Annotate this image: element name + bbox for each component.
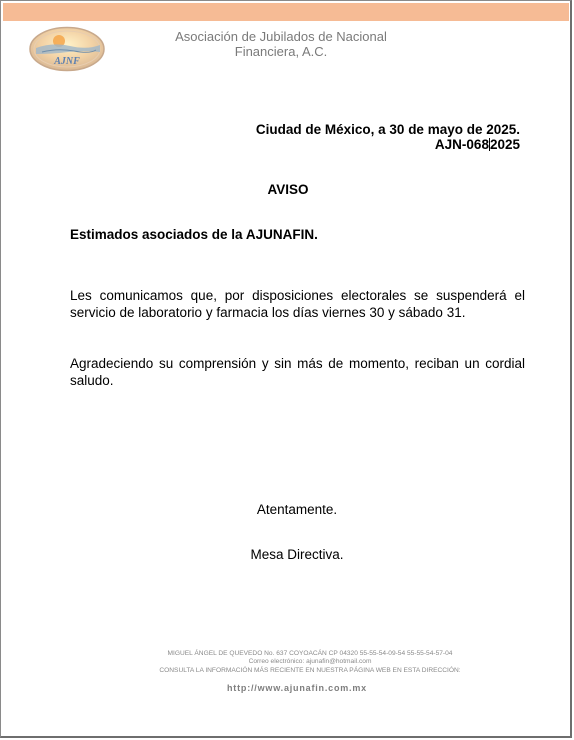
logo-lettering: AJNF	[54, 56, 80, 67]
closing: Atentamente.	[256, 502, 338, 517]
footer-url[interactable]: http://www.ajunafin.com.mx	[227, 683, 367, 693]
signature: Mesa Directiva.	[250, 547, 344, 562]
footer-email: Correo electrónico: ajunafin@hotmail.com	[248, 658, 372, 665]
footer-web-notice: CONSULTA LA INFORMACIÓN MÁS RECIENTE EN NUESTRA PÁGINA WEB EN ESTA DIRECCIÓN:	[159, 667, 461, 674]
body-paragraph-2: Agradeciendo su comprensión y sin más de momento, reciban un cordial saludo.	[70, 356, 525, 388]
org-name-line1: Asociación de Jubilados de Nacional	[175, 29, 387, 44]
org-name-line2: Financiera, A.C.	[234, 44, 328, 59]
greeting: Estimados asociados de la AJUNAFIN.	[70, 227, 318, 242]
footer-address: MIGUEL ÁNGEL DE QUEVEDO No. 637 COYOACÁN CP 04320 55-55-54-09-54 55-55-54-57-04	[167, 650, 453, 657]
notice-title: AVISO	[267, 182, 309, 197]
reference-prefix: AJN-068	[434, 137, 489, 152]
organization-name	[151, 29, 411, 59]
header-color-band	[3, 3, 569, 21]
letter-reference	[435, 137, 520, 153]
body-paragraph-1: Les comunicamos que, por disposiciones electorales se suspenderá el servicio de laboratorio y farmacia los días viernes 30 y sábado 31.	[70, 288, 525, 320]
reference-year: 2025	[489, 137, 520, 152]
letter-date: Ciudad de México, a 30 de mayo de 2025.	[255, 122, 520, 137]
organization-logo	[28, 26, 106, 72]
